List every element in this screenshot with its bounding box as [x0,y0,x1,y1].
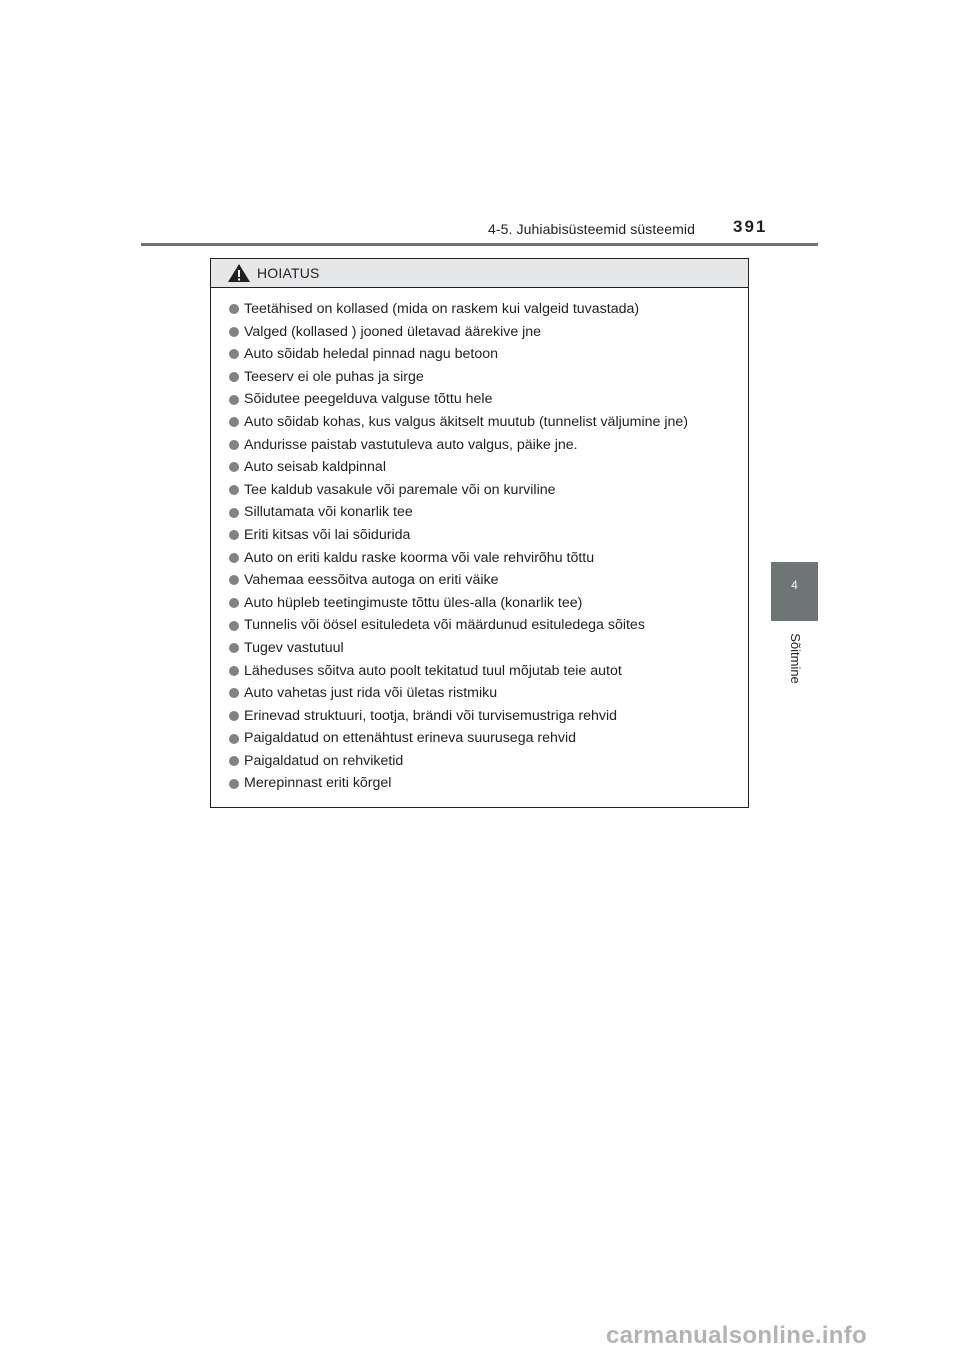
warning-triangle-icon [227,263,251,283]
warning-list-item [229,772,748,795]
warning-item-text: Tunnelis või öösel esituledeta või määrdunud esituledega sõites [244,617,645,634]
warning-list-item [229,434,748,457]
warning-item-text: Läheduses sõitva auto poolt tekitatud tuul mõjutab teie autot [244,662,622,679]
warning-list-item [229,388,748,411]
warning-item-text: Auto hüpleb teetingimuste tõttu üles-alla (konarlik tee) [244,594,583,611]
warning-list-item [229,524,748,547]
bullet-icon [229,462,239,472]
chapter-number: 4 [791,578,798,592]
chapter-name-label [773,628,817,688]
bullet-icon [229,621,239,631]
warning-list-item [229,569,748,592]
bullet-icon [229,327,239,337]
header-rule [141,243,818,246]
warning-list-item [229,682,748,705]
chapter-tab[interactable] [771,562,818,621]
warning-item-text: Merepinnast eriti kõrgel [244,775,392,792]
warning-item-text: Sõidutee peegelduva valguse tõttu hele [244,391,493,408]
bullet-icon [229,349,239,359]
warning-list-item [229,660,748,683]
warning-list-item [229,298,748,321]
warning-list-item [229,592,748,615]
bullet-icon [229,598,239,608]
warning-item-text: Tugev vastutuul [244,639,344,656]
warning-item-text: Eriti kitsas või lai sõidurida [244,526,411,543]
warning-list-item [229,456,748,479]
warning-item-text: Paigaldatud on rehviketid [244,752,404,769]
bullet-icon [229,779,239,789]
warning-item-text: Teetähised on kollased (mida on raskem kui valgeid tuvastada) [244,301,640,317]
warning-item-text: Auto vahetas just rida või ületas ristmiku [244,685,498,702]
bullet-icon [229,485,239,495]
bullet-icon [229,756,239,766]
warning-item-text: Auto sõidab kohas, kus valgus äkitselt muutub (tunnelist väljumine jne) [244,413,688,430]
warning-item-text: Sillutamata või konarlik tee [244,504,413,521]
warning-list-item [229,705,748,728]
warning-item-text: Erinevad struktuuri, tootja, brändi või turvisemustriga rehvid [244,707,617,724]
bullet-icon [229,440,239,450]
warning-list [211,288,748,795]
warning-item-text: Tee kaldub vasakule või paremale või on kurviline [244,481,556,498]
warning-list-item [229,366,748,389]
warning-item-text: Auto on eriti kaldu raske koorma või vale rehvirõhu tõttu [244,549,595,566]
warning-item-text: Paigaldatud on ettenähtust erineva suurusega rehvid [244,730,577,747]
bullet-icon [229,575,239,585]
warning-list-item [229,411,748,434]
warning-item-text: Valged (kollased ) jooned ületavad äärekive jne [244,323,542,340]
warning-list-item [229,343,748,366]
warning-list-item [229,501,748,524]
warning-item-text: Vahemaa eessõitva autoga on eriti väike [244,572,499,589]
bullet-icon [229,417,239,427]
section-title: 4-5. Juhiabisüsteemid süsteemid [488,221,695,237]
warning-list-item [229,479,748,502]
bullet-icon [229,734,239,744]
bullet-icon [229,688,239,698]
warning-title: HOIATUS [257,265,320,281]
page-number: 391 [733,217,768,236]
bullet-icon [229,372,239,382]
warning-list-item [229,547,748,570]
warning-box [210,258,749,808]
bullet-icon [229,530,239,540]
bullet-icon [229,711,239,721]
warning-item-text: Teeserv ei ole puhas ja sirge [244,368,424,385]
warning-header [211,259,748,288]
warning-item-text: Auto seisab kaldpinnal [244,459,386,476]
warning-list-item [229,614,748,637]
warning-item-text: Auto sõidab heledal pinnad nagu betoon [244,346,499,363]
bullet-icon [229,395,239,405]
bullet-icon [229,643,239,653]
warning-list-item [229,637,748,660]
bullet-icon [229,304,239,314]
warning-list-item [229,727,748,750]
bullet-icon [229,553,239,563]
bullet-icon [229,666,239,676]
bullet-icon [229,508,239,518]
watermark: carmanualsonline.info [606,1322,868,1349]
warning-list-item [229,321,748,344]
warning-list-item [229,750,748,773]
warning-item-text: Andurisse paistab vastutuleva auto valgus, päike jne. [244,436,578,453]
chapter-name: Sõitmine [787,632,803,684]
